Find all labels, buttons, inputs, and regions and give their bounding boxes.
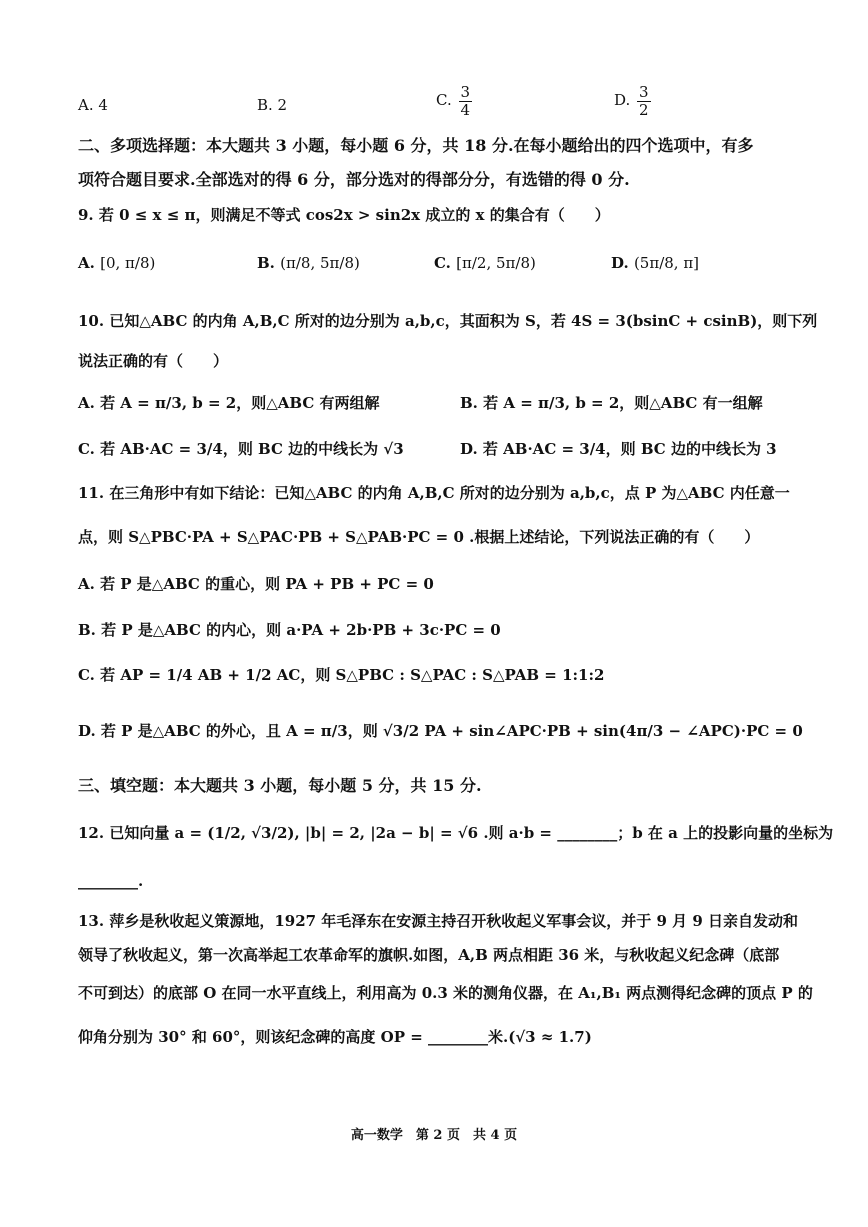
- q11-stem-line2: 点，则 S△PBC·PA + S△PAC·PB + S△PAB·PC = 0 .根据上述结论，下列说法正确的有（ ）: [78, 528, 760, 546]
- q11-stem-line1: 11. 在三角形中有如下结论：已知△ABC 的内角 A,B,C 所对的边分别为 a,b,c，点 P 为△ABC 内任意一: [78, 484, 790, 502]
- q8-option-a-text: A. 4: [78, 96, 108, 114]
- q13-stem-line3: 不可到达）的底部 O 在同一水平直线上，利用高为 0.3 米的测角仪器，在 A₁,B₁ 两点测得纪念碑的顶点 P 的: [78, 984, 813, 1002]
- page-footer: 高一数学 第 2 页 共 4 页: [350, 1128, 518, 1143]
- q8-option-b-text: B. 2: [257, 96, 288, 114]
- q9-a-label: A.: [78, 254, 95, 272]
- section3-header: 三、填空题：本大题共 3 小题，每小题 5 分，共 15 分.: [78, 776, 482, 795]
- q10-stem-line2: 说法正确的有（ ）: [78, 352, 229, 370]
- q11-option-d: D. 若 P 是△ABC 的外心，且 A = π/3，则 √3/2 PA + sin∠APC·PB + sin(4π/3 − ∠APC)·PC = 0: [78, 722, 803, 740]
- q8-c-denominator: 4: [460, 100, 471, 119]
- q8-option-a: [78, 96, 108, 114]
- q13-stem-line1: 13. 萍乡是秋收起义策源地，1927 年毛泽东在安源主持召开秋收起义军事会议，并于 9 月 9 日亲自发动和: [78, 912, 799, 930]
- q8-option-c: [436, 84, 474, 118]
- q10-stem-line1: 10. 已知△ABC 的内角 A,B,C 所对的边分别为 a,b,c，其面积为 S，若 4S = 3(bsinC + csinB)，则下列: [78, 312, 818, 330]
- q10-option-d: D. 若 AB·AC = 3/4，则 BC 边的中线长为 3: [460, 440, 777, 458]
- q10-option-b: B. 若 A = π/3, b = 2，则△ABC 有一组解: [460, 394, 763, 412]
- q8-option-c-fraction: [459, 84, 473, 118]
- q13-stem-line2: 领导了秋收起义，第一次高举起工农革命军的旗帜.如图，A,B 两点相距 36 米，与秋收起义纪念碑（底部: [78, 946, 780, 964]
- q9-stem: 9. 若 0 ≤ x ≤ π，则满足不等式 cos2x > sin2x 成立的 x 的集合有（ ）: [78, 206, 610, 224]
- section2-header-line1: 二、多项选择题：本大题共 3 小题，每小题 6 分，共 18 分.在每小题给出的四个选项中，有多: [78, 136, 754, 155]
- q9-d-label: D.: [611, 254, 629, 272]
- q8-option-d: [614, 84, 653, 118]
- q12-stem-line1: 12. 已知向量 a = (1/2, √3/2), |b| = 2, |2a − b| = √6 .则 a·b = ________；b 在 a 上的投影向量的坐标为: [78, 824, 834, 842]
- q9-option-a: [78, 254, 155, 272]
- q8-d-numerator: 3: [639, 83, 649, 101]
- q9-option-c: [434, 254, 536, 272]
- q10-option-c: C. 若 AB·AC = 3/4，则 BC 边的中线长为 √3: [78, 440, 404, 458]
- q9-option-d: [611, 254, 699, 272]
- q13-stem-line4: 仰角分别为 30° 和 60°，则该纪念碑的高度 OP = ________米.(√3 ≈ 1.7): [78, 1028, 592, 1046]
- q10-option-a: A. 若 A = π/3, b = 2，则△ABC 有两组解: [78, 394, 380, 412]
- q9-d-value: (5π/8, π]: [633, 254, 700, 272]
- q12-stem-line2: ________.: [78, 872, 144, 890]
- q8-d-denominator: 2: [639, 100, 649, 119]
- q11-option-b: B. 若 P 是△ABC 的内心，则 a·PA + 2b·PB + 3c·PC = 0: [78, 621, 501, 639]
- q9-b-label: B.: [257, 254, 275, 272]
- q8-option-d-fraction: [637, 84, 651, 118]
- q8-c-numerator: 3: [460, 83, 471, 101]
- q11-option-c: C. 若 AP = 1/4 AB + 1/2 AC，则 S△PBC : S△PAC : S△PAB = 1:1:2: [78, 666, 605, 684]
- q9-c-value: [π/2, 5π/8): [456, 254, 536, 272]
- q8-option-d-label: D.: [614, 91, 631, 109]
- q9-c-label: C.: [434, 254, 451, 272]
- q11-option-a: A. 若 P 是△ABC 的重心，则 PA + PB + PC = 0: [78, 575, 434, 593]
- q9-b-value: (π/8, 5π/8): [280, 254, 360, 272]
- q8-option-c-label: C.: [436, 91, 452, 109]
- q9-a-value: [0, π/8): [100, 254, 156, 272]
- section2-header-line2: 项符合题目要求.全部选对的得 6 分，部分选对的得部分分，有选错的得 0 分.: [78, 170, 630, 189]
- q9-option-b: [257, 254, 360, 272]
- q8-option-b: [257, 96, 287, 114]
